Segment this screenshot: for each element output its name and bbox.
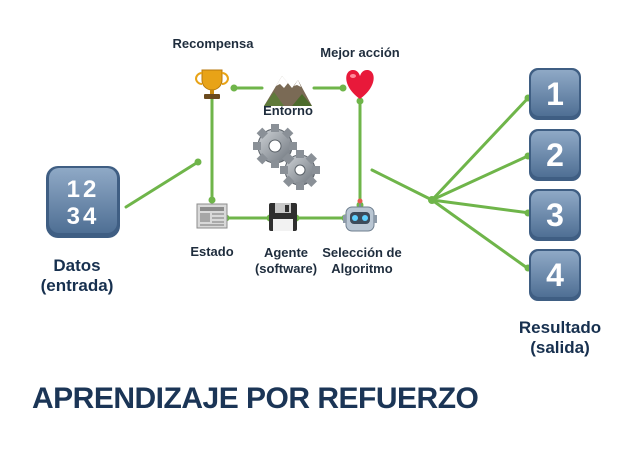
connector-dot	[195, 159, 202, 166]
output-keycap-4-icon	[529, 249, 581, 301]
floppy-disk-icon	[269, 203, 297, 231]
algorithm-label-line2: Algoritmo	[331, 261, 393, 276]
output-keycap-label: 4	[546, 257, 564, 293]
output-keycap-label: 3	[546, 197, 564, 233]
newspaper-icon	[197, 204, 227, 228]
reward-label: Recompensa	[172, 36, 254, 51]
connector-dot	[428, 196, 436, 204]
mountain-icon	[264, 76, 312, 106]
best-action-label: Mejor acción	[320, 45, 400, 60]
environment-label: Entorno	[263, 103, 313, 118]
connector-dot	[340, 85, 347, 92]
trophy-icon	[196, 70, 228, 99]
connector-algorithm-to-hub	[372, 170, 432, 200]
connector-hub-to-2	[432, 155, 530, 200]
output-keycap-1-icon	[529, 68, 581, 120]
agent-label-line1: Agente	[263, 245, 309, 260]
connectors	[126, 88, 530, 270]
input-label	[22, 256, 132, 296]
page-title: APRENDIZAJE POR REFUERZO	[32, 382, 479, 415]
robot-icon	[343, 199, 377, 232]
connector-dot	[231, 85, 238, 92]
heart-icon	[346, 70, 373, 99]
connector-input-to-state	[126, 162, 198, 207]
output-keycap-label: 2	[546, 137, 564, 173]
connector-hub-to-1	[432, 96, 530, 200]
output-label-line2: (salida)	[530, 338, 590, 357]
output-keycap-3-icon	[529, 189, 581, 241]
input-keycap-bottom: 34	[66, 203, 100, 230]
input-keycap-top: 12	[66, 176, 100, 203]
input-keycap-icon	[46, 166, 120, 238]
output-keycap-label: 1	[546, 76, 564, 112]
gears-icon	[253, 124, 320, 190]
agent-label-line2: (software)	[254, 261, 318, 276]
output-label-line1: Resultado	[518, 318, 602, 337]
algorithm-label-line1: Selección de	[322, 245, 402, 260]
state-label: Estado	[190, 244, 234, 259]
output-label	[510, 318, 610, 358]
connector-dot	[209, 197, 216, 204]
input-label-line1: Datos	[53, 256, 101, 275]
input-label-line2: (entrada)	[40, 276, 114, 295]
output-keycap-2-icon	[529, 129, 581, 181]
algorithm-label	[316, 245, 408, 277]
